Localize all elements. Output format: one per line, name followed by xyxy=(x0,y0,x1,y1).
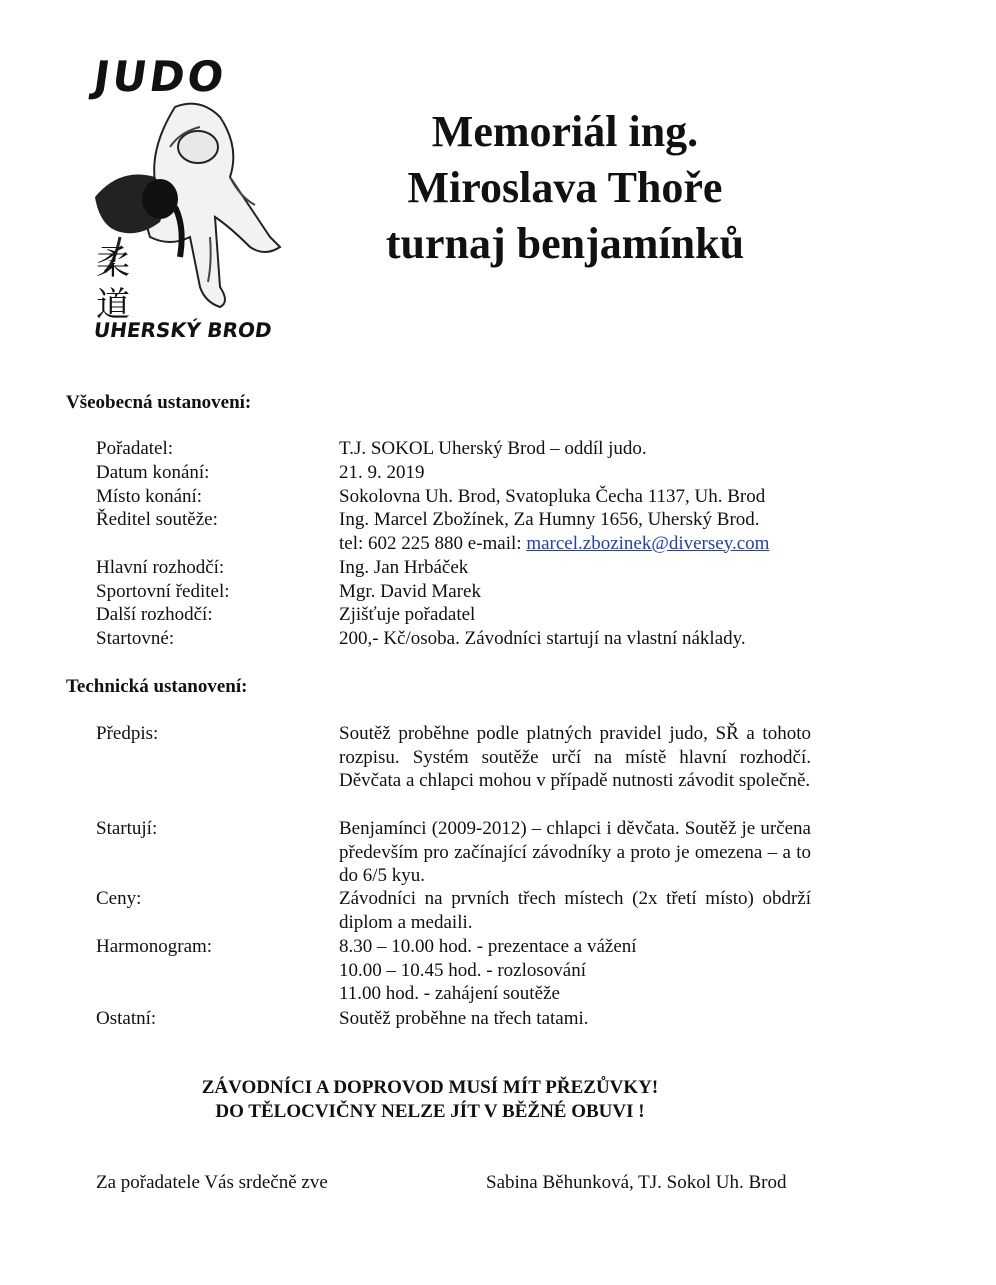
footwear-notice xyxy=(130,1076,730,1124)
row-value xyxy=(339,935,814,1006)
row-label: Ceny: xyxy=(96,888,142,909)
schedule-line-1: 8.30 – 10.00 hod. - prezentace a vážení xyxy=(339,936,637,957)
title-line-2: Miroslava Thoře xyxy=(407,163,723,212)
director-phone: tel: 602 225 880 e-mail: xyxy=(339,532,527,554)
row-label: Harmonogram: xyxy=(96,936,213,957)
logo-kanji-1: 柔 xyxy=(96,243,130,283)
row-label: Pořadatel: xyxy=(96,438,174,459)
row-value: T.J. SOKOL Uherský Brod – oddíl judo. xyxy=(339,438,647,459)
row-label: Předpis: xyxy=(96,723,159,744)
logo-top-text: JUDO xyxy=(90,52,230,101)
signature-invitation: Za pořadatele Vás srdečně zve xyxy=(96,1172,328,1193)
row-value xyxy=(339,508,814,555)
schedule-line-3: 11.00 hod. - zahájení soutěže xyxy=(339,983,560,1005)
director-contact xyxy=(339,532,814,556)
row-value: Soutěž proběhne na třech tatami. xyxy=(339,1008,589,1029)
email-link[interactable]: marcel.zbozinek@diversey.com xyxy=(526,532,770,554)
notice-line-2: DO TĚLOCVIČNY NELZE JÍT V BĚŽNÉ OBUVI ! xyxy=(215,1101,645,1122)
logo-kanji-2: 道 xyxy=(96,285,130,325)
row-value: Závodníci na prvních třech místech (2x třetí místo) obdrží diplom a medaili. xyxy=(339,888,811,933)
schedule-line-2: 10.00 – 10.45 hod. - rozlosování xyxy=(339,959,586,981)
signature-name: Sabina Běhunková, TJ. Sokol Uh. Brod xyxy=(486,1172,787,1193)
logo-bottom-text: UHERSKÝ BROD xyxy=(92,318,274,342)
page-title xyxy=(300,104,830,272)
general-heading: Všeobecná ustanovení: xyxy=(66,392,252,413)
row-label: Hlavní rozhodčí: xyxy=(96,557,225,578)
notice-line-1: ZÁVODNÍCI A DOPROVOD MUSÍ MÍT PŘEZŮVKY! xyxy=(201,1077,659,1098)
judo-logo xyxy=(80,52,290,352)
row-value: Mgr. David Marek xyxy=(339,581,481,602)
row-label: Startovné: xyxy=(96,628,175,649)
row-value: Benjamínci (2009-2012) – chlapci i děvčata. Soutěž je určena především pro začínající závodníky a proto je omezena – a to do 6/5 kyu. xyxy=(339,818,811,887)
row-label: Sportovní ředitel: xyxy=(96,581,230,602)
director-address: Ing. Marcel Zbožínek, Za Humny 1656, Uherský Brod. xyxy=(339,509,760,530)
row-value: 200,- Kč/osoba. Závodníci startují na vlastní náklady. xyxy=(339,628,746,649)
technical-heading: Technická ustanovení: xyxy=(66,676,248,697)
title-line-3: turnaj benjamínků xyxy=(385,219,745,268)
row-label: Startují: xyxy=(96,818,158,839)
logo-kanji xyxy=(96,242,136,326)
title-line-1: Memoriál ing. xyxy=(431,107,699,156)
row-value: Ing. Jan Hrbáček xyxy=(339,557,469,578)
row-value: Soutěž proběhne podle platných pravidel judo, SŘ a tohoto rozpisu. Systém soutěže určí na místě hlavní rozhodčí. Děvčata a chlapci mohou v případě nutnosti závodit společně. xyxy=(339,723,811,792)
row-label: Ředitel soutěže: xyxy=(96,509,218,530)
row-label: Ostatní: xyxy=(96,1008,157,1029)
row-label: Místo konání: xyxy=(96,486,203,507)
row-label: Další rozhodčí: xyxy=(96,604,213,625)
row-label: Datum konání: xyxy=(96,462,210,483)
row-value: 21. 9. 2019 xyxy=(339,462,425,483)
row-value: Zjišťuje pořadatel xyxy=(339,604,476,625)
row-value: Sokolovna Uh. Brod, Svatopluka Čecha 1137, Uh. Brod xyxy=(339,486,766,507)
